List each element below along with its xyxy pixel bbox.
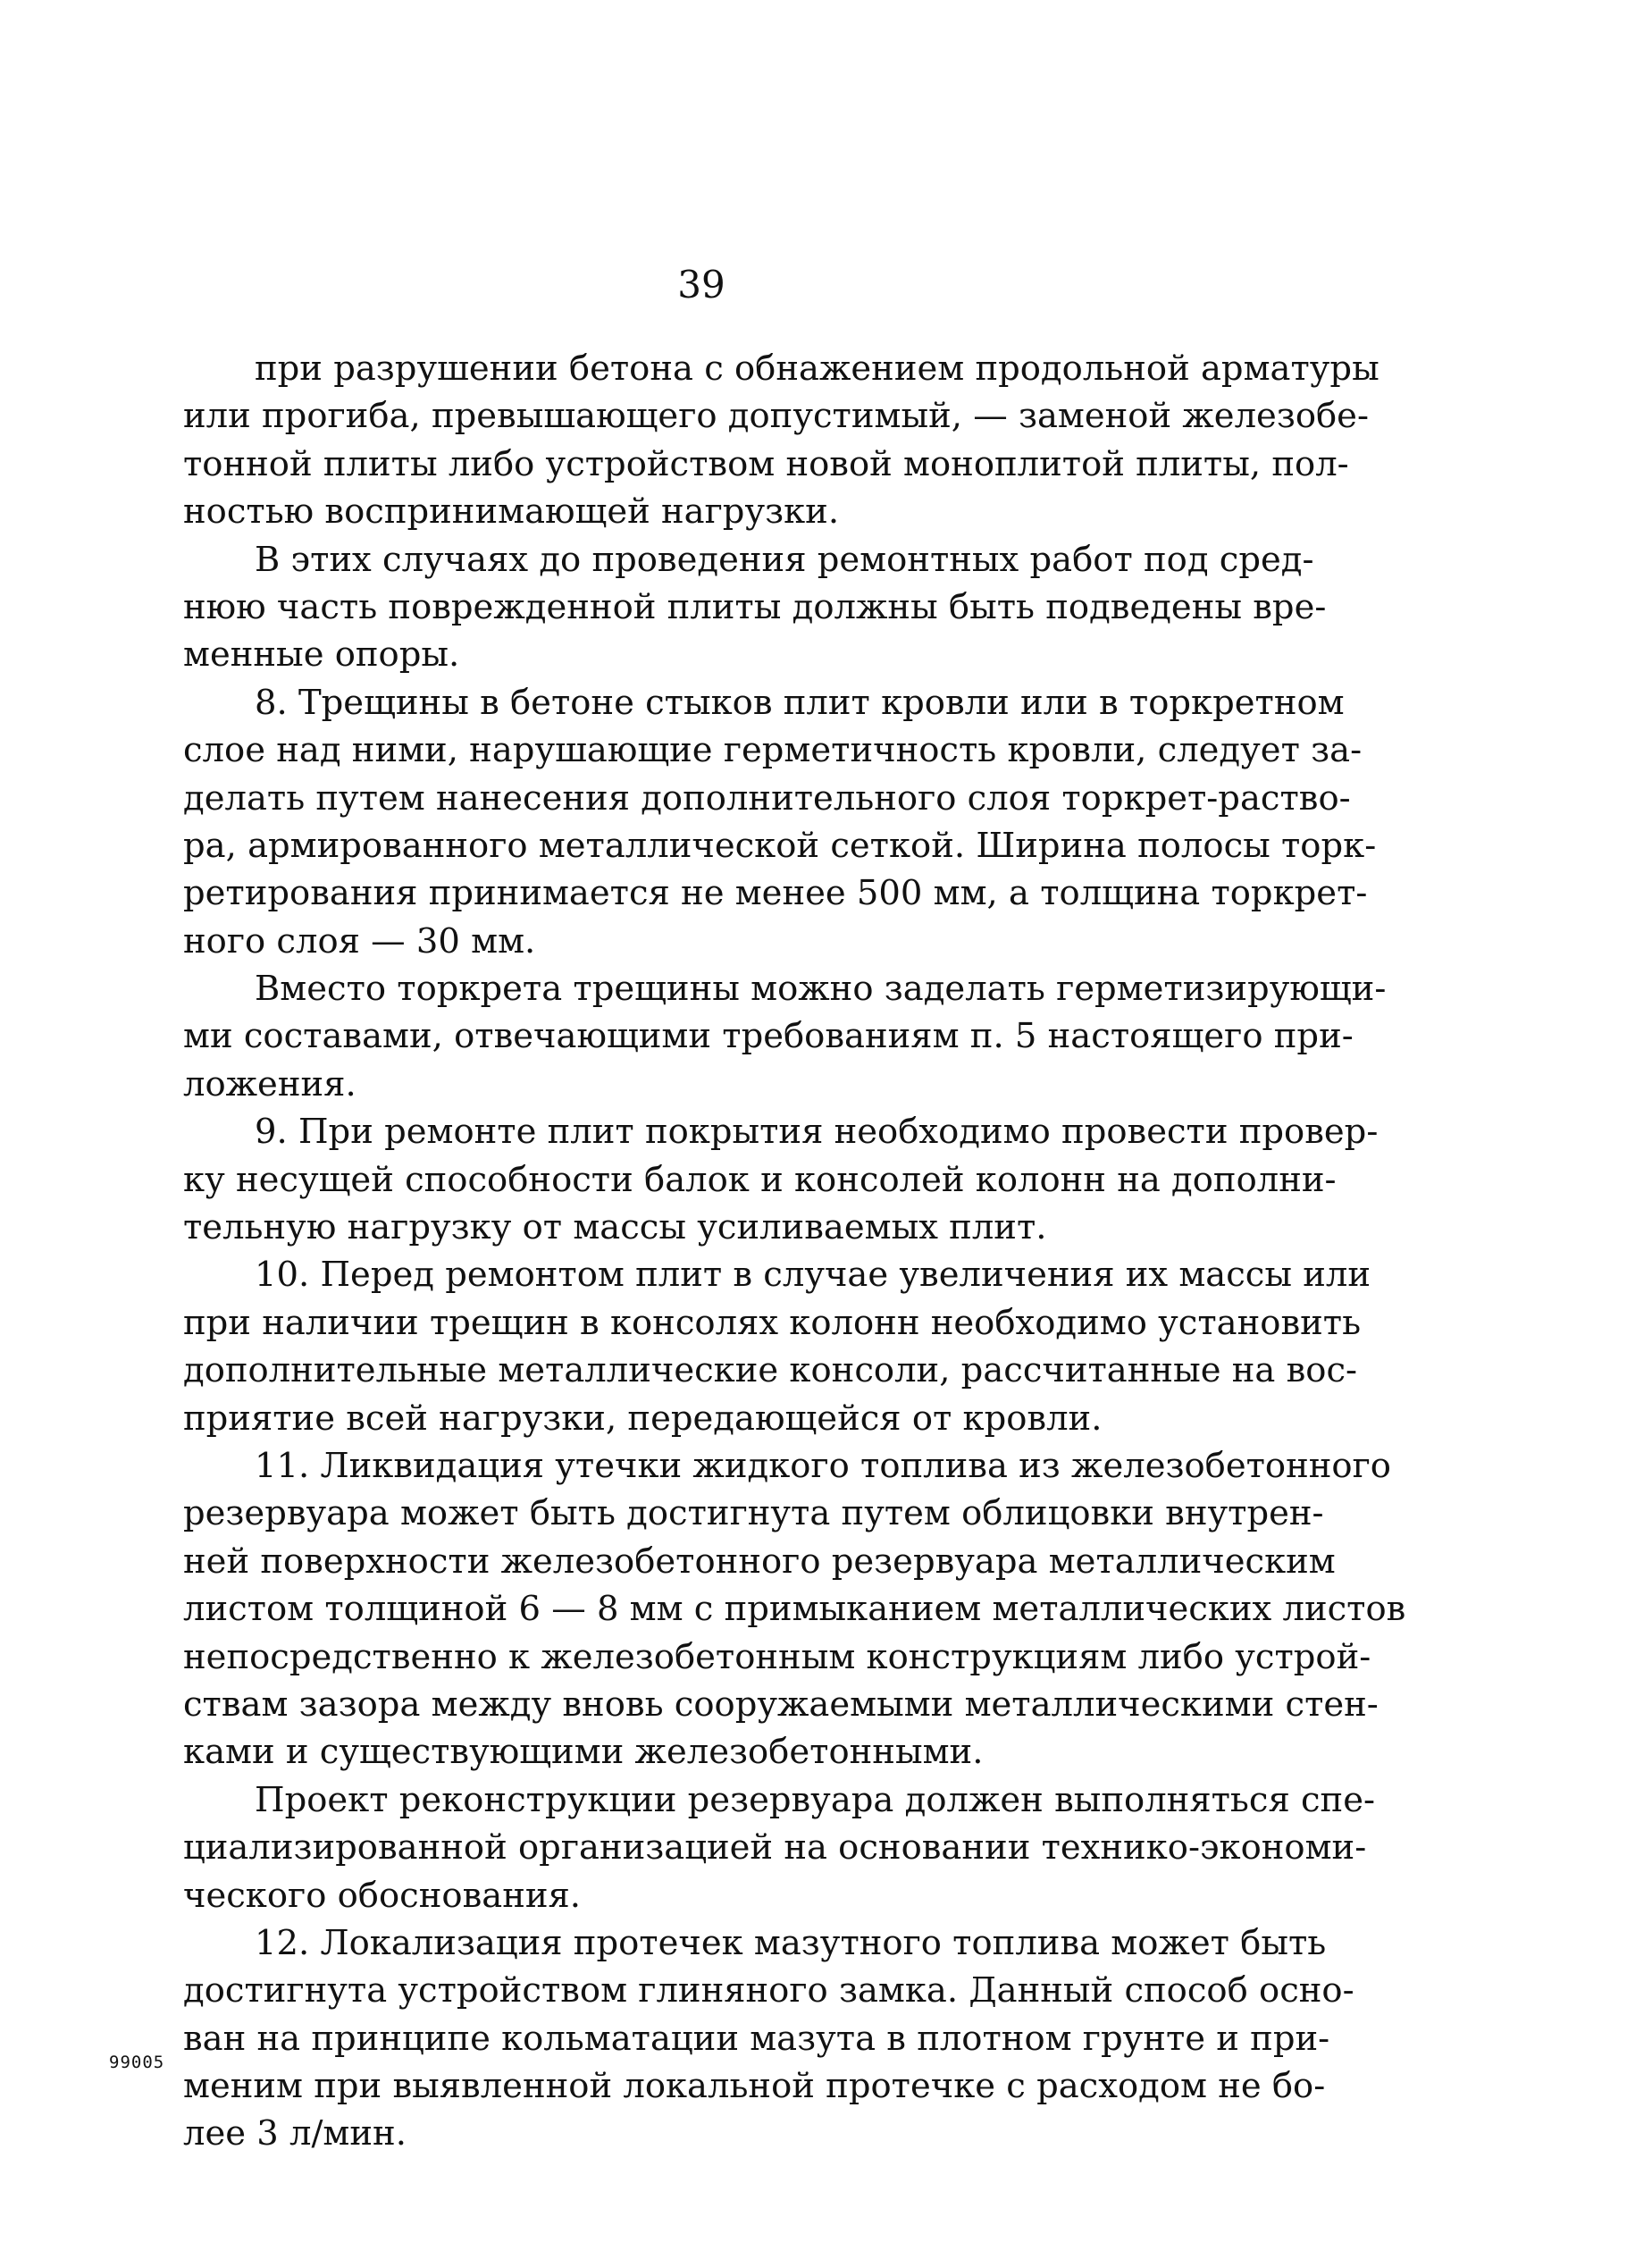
text-line: лее 3 л/мин. [183,2113,407,2154]
text-line: 12. Локализация протечек мазутного топлива может быть [255,1922,1327,1963]
text-line: ного слоя — 30 мм. [183,920,536,961]
text-line: или прогиба, превышающего допустимый, — заменой железобе- [183,396,1369,437]
text-line: Вместо торкрета трещины можно заделать герметизирующи- [255,969,1387,1010]
text-line: меним при выявленной локальной протечке с расходом не бо- [183,2066,1326,2107]
text-line: менные опоры. [183,634,460,676]
text-line: ретирования принимается не менее 500 мм, а толщина торкрет- [183,873,1368,914]
text-line: дополнительные металлические консоли, рассчитанные на вос- [183,1350,1358,1391]
text-line: ками и существующими железобетонными. [183,1732,984,1773]
text-line: слое над ними, нарушающие герметичность кровли, следует за- [183,730,1363,771]
text-line: ностью воспринимающей нагрузки. [183,491,840,533]
text-line: листом толщиной 6 — 8 мм с примыканием металлических листов [183,1589,1406,1630]
text-line: ван на принципе кольматации мазута в плотном грунте и при- [183,2018,1330,2059]
text-line: 9. При ремонте плит покрытия необходимо провести провер- [255,1112,1379,1153]
text-line: ра, армированного металлической сеткой. Ширина полосы торк- [183,825,1377,866]
text-line: 8. Трещины в бетоне стыков плит кровли или в торкретном [255,682,1345,723]
text-line: В этих случаях до проведения ремонтных работ под сред- [255,539,1314,580]
footer-code: 99005 [109,2053,165,2072]
text-line: ней поверхности железобетонного резервуара металлическим [183,1541,1336,1582]
text-line: 11. Ликвидация утечки жидкого топлива из железобетонного [255,1445,1391,1486]
text-line: ку несущей способности балок и консолей колонн на дополни- [183,1159,1337,1200]
text-line: делать путем нанесения дополнительного слоя торкрет-раство- [183,777,1351,819]
text-line: приятие всей нагрузки, передающейся от кровли. [183,1398,1103,1439]
text-line: при разрушении бетона с обнажением продольной арматуры [255,348,1379,389]
page-number: 39 [677,263,725,306]
text-line: резервуара может быть достигнута путем облицовки внутрен- [183,1493,1324,1534]
text-line: непосредственно к железобетонным конструкциям либо устрой- [183,1636,1371,1677]
text-line: ложения. [183,1063,356,1104]
text-line: при наличии трещин в консолях колонн необходимо установить [183,1302,1362,1343]
text-line: ствам зазора между вновь сооружаемыми металлическими стен- [183,1684,1379,1725]
text-line: Проект реконструкции резервуара должен выполняться спе- [255,1779,1375,1820]
text-line: тельную нагрузку от массы усиливаемых плит. [183,1207,1047,1248]
text-line: 10. Перед ремонтом плит в случае увеличения их массы или [255,1255,1371,1296]
text-line: тонной плиты либо устройством новой моноплитой плиты, пол- [183,443,1349,484]
text-line: достигнута устройством глиняного замка. Данный способ осно- [183,1970,1354,2011]
text-line: ми составами, отвечающими требованиям п. 5 настоящего при- [183,1016,1354,1057]
body-text [183,345,1406,2158]
text-line: ческого обоснования. [183,1875,582,1916]
text-line: циализированной организацией на основании технико-экономи- [183,1827,1367,1868]
text-line: нюю часть поврежденной плиты должны быть подведены вре- [183,586,1327,627]
